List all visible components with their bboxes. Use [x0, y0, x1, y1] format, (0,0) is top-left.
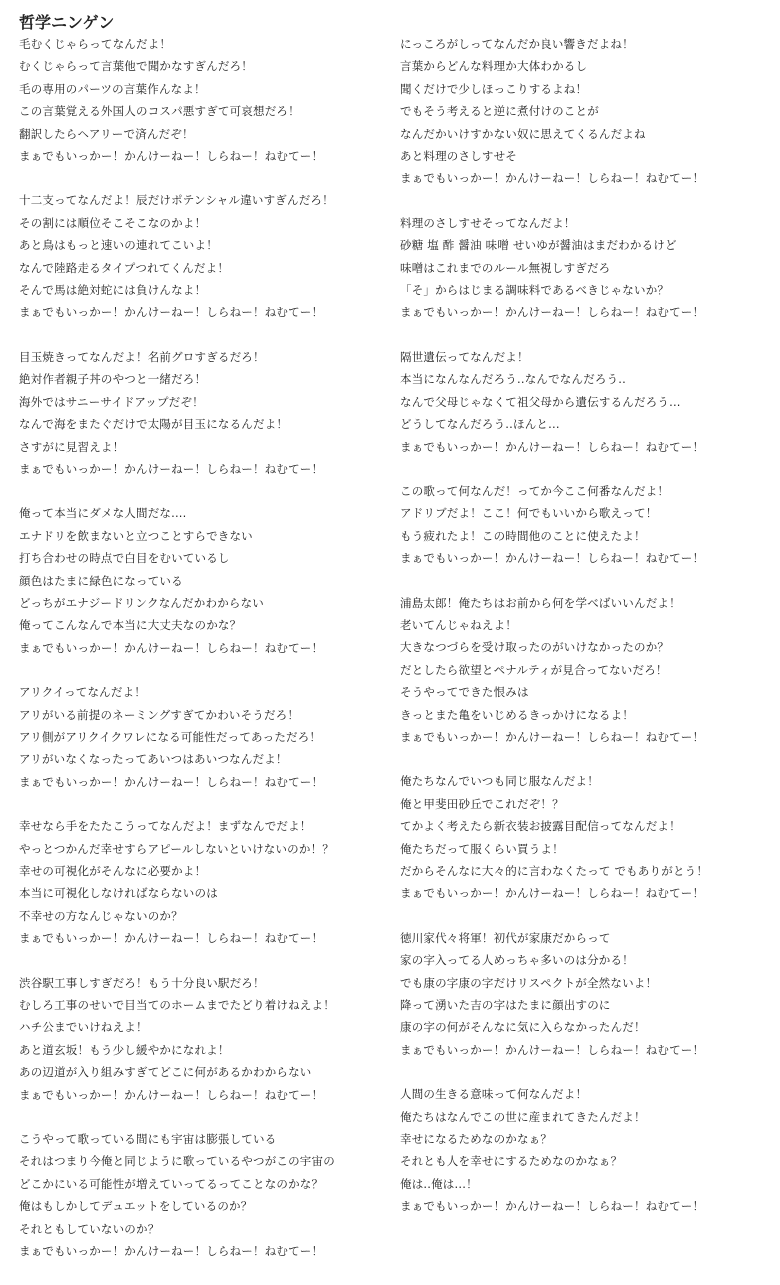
lyrics-line: アリクイってなんだよ！	[19, 685, 146, 700]
lyrics-line: まぁでもいっかー！かんけーねー！しらねー！ねむてー！	[400, 439, 705, 454]
lyrics-stanza	[400, 592, 772, 749]
right-lyrics-column	[400, 33, 772, 1240]
lyrics-line: 隔世遺伝ってなんだよ！	[400, 349, 529, 364]
lyrics-line: あと道玄坂！もう少し緩やかになれよ！	[19, 1042, 230, 1057]
lyrics-line: 康の字の何がそんなに気に入らなかったんだ！	[400, 1020, 646, 1035]
lyrics-line: 毛むくじゃらってなんだよ！	[19, 37, 172, 51]
lyrics-line: なんで父母じゃなくて祖父母から遺伝するんだろう...	[400, 394, 681, 409]
lyrics-line: まぁでもいっかー！かんけーねー！しらねー！ねむてー！	[400, 171, 705, 186]
lyrics-line: 打ち合わせの時点で白目をむいているし	[19, 551, 230, 566]
lyrics-line: もう疲れたよ！この時間他のことに使えたよ！	[400, 528, 646, 543]
lyrics-line: 味噌はこれまでのルール無視しすぎだろ	[400, 260, 611, 275]
lyrics-stanza	[19, 33, 379, 167]
lyrics-line: まぁでもいっかー！かんけーねー！しらねー！ねむてー！	[400, 886, 705, 901]
lyrics-line: 本当になんなんだろう..なんでなんだろう..	[400, 372, 627, 387]
lyrics-stanza	[400, 212, 772, 324]
lyrics-line: 幸せの可視化がそんなに必要かよ！	[19, 864, 207, 878]
lyrics-stanza	[19, 681, 379, 793]
lyrics-line: 俺たちなんでいつも同じ服なんだよ！	[400, 774, 599, 789]
lyrics-line: あと料理のさしすせそ	[400, 149, 517, 164]
left-lyrics-column	[19, 33, 379, 1285]
lyrics-line: 渋谷駅工事しすぎだろ！もう十分良い駅だろ！	[19, 975, 265, 990]
lyrics-line: まぁでもいっかー！かんけーねー！しらねー！ねむてー！	[19, 640, 324, 655]
lyrics-stanza	[400, 480, 772, 570]
lyrics-line: どっちがエナジードリンクなんだかわからない	[19, 595, 265, 610]
lyrics-line: まぁでもいっかー！かんけーねー！しらねー！ねむてー！	[19, 774, 324, 789]
lyrics-line: それともしていないのか？	[19, 1221, 160, 1236]
lyrics-line: ハチ公までいけねえよ！	[19, 1020, 148, 1035]
lyrics-line: だからそんなに大々的に言わなくたって でもありがとう！	[400, 864, 709, 878]
lyrics-line: まぁでもいっかー！かんけーねー！しらねー！ねむてー！	[19, 305, 324, 320]
lyrics-line: こうやって歌っている間にも宇宙は膨張している	[19, 1132, 277, 1147]
lyrics-line: まぁでもいっかー！かんけーねー！しらねー！ねむてー！	[400, 1199, 705, 1214]
lyrics-line: まぁでもいっかー！かんけーねー！しらねー！ねむてー！	[19, 1244, 324, 1259]
lyrics-line: 聞くだけで少しほっこりするよね！	[400, 81, 588, 96]
lyrics-line: まぁでもいっかー！かんけーねー！しらねー！ねむてー！	[400, 1042, 705, 1057]
lyrics-line: 俺たちはなんでこの世に産まれてきたんだよ！	[400, 1109, 646, 1124]
lyrics-line: 人間の生きる意味って何なんだよ！	[400, 1087, 588, 1102]
lyrics-line: 絶対作者親子丼のやつと一緒だろ！	[19, 372, 207, 387]
lyrics-line: 毛の専用のパーツの言葉作んなよ！	[19, 81, 206, 96]
lyrics-line: やっとつかんだ幸せすらアピールしないといけないのか！？	[19, 841, 334, 856]
lyrics-line: 不幸せの方なんじゃないのか？	[19, 908, 183, 923]
lyrics-line: でもそう考えると逆に煮付けのことが	[400, 104, 599, 119]
lyrics-line: まぁでもいっかー！かんけーねー！しらねー！ねむてー！	[400, 305, 705, 320]
lyrics-line: 徳川家代々将軍！初代が家康だからって	[400, 930, 611, 945]
lyrics-line: 幸せになるためなのかなぁ？	[400, 1132, 553, 1147]
lyrics-stanza	[19, 815, 379, 949]
lyrics-line: 大きなつづらを受け取ったのがいけなかったのか？	[400, 640, 670, 655]
lyrics-line: あと鳥はもっと速いの連れてこいよ！	[19, 238, 218, 253]
lyrics-line: そんで馬は絶対蛇には負けんなよ！	[19, 283, 207, 298]
lyrics-line: 俺たちだって服くらい買うよ！	[400, 841, 564, 856]
lyrics-line: なんだかいけすかない奴に思えてくるんだよね	[400, 126, 646, 141]
lyrics-line: 料理のさしすせそってなんだよ！	[400, 215, 576, 230]
lyrics-line: アドリブだよ！ここ！何でもいいから歌えって！	[400, 506, 658, 521]
lyrics-line: それはつまり今俺と同じように歌っているやつがこの宇宙の	[19, 1154, 335, 1169]
lyrics-line: あの辺道が入り組みすぎてどこに何があるかわからない	[19, 1065, 312, 1080]
lyrics-line: まぁでもいっかー！かんけーねー！しらねー！ねむてー！	[400, 729, 705, 744]
lyrics-line: アリがいなくなったってあいつはあいつなんだよ！	[19, 752, 288, 767]
lyrics-line: 俺と甲斐田砂丘でこれだぞ！？	[400, 796, 564, 811]
lyrics-line: まぁでもいっかー！かんけーねー！しらねー！ねむてー！	[19, 931, 324, 946]
lyrics-line: まぁでもいっかー！かんけーねー！しらねー！ねむてー！	[19, 461, 324, 476]
lyrics-line: 降って湧いた吉の字はたまに顔出すのに	[400, 998, 611, 1013]
lyrics-line: 海外ではサニーサイドアップだぞ！	[19, 394, 204, 409]
lyrics-line: てかよく考えたら新衣装お披露目配信ってなんだよ！	[400, 819, 681, 834]
lyrics-title: 哲学ニンゲン	[19, 13, 115, 32]
lyrics-line: なんで陸路走るタイプつれてくんだよ！	[19, 260, 230, 275]
lyrics-stanza	[400, 1083, 772, 1217]
lyrics-line: この言葉覚える外国人のコスパ悪すぎて可哀想だろ！	[19, 104, 300, 119]
lyrics-line: 十二支ってなんだよ！辰だけポテンシャル違いすぎんだろ！	[19, 193, 334, 208]
lyrics-line: むくじゃらって言葉他で聞かなすぎんだろ！	[19, 59, 253, 74]
lyrics-line: でも康の字康の字だけリスペクトが全然ないよ！	[400, 975, 658, 990]
lyrics-line: 俺ってこんなんで本当に大丈夫なのかな？	[19, 618, 242, 633]
lyrics-line: まぁでもいっかー！かんけーねー！しらねー！ねむてー！	[400, 551, 705, 566]
lyrics-stanza	[19, 189, 379, 323]
lyrics-line: 俺は..俺は...！	[400, 1176, 478, 1191]
lyrics-line: それとも人を幸せにするためなのかなぁ？	[400, 1154, 623, 1169]
lyrics-stanza	[19, 1128, 379, 1262]
lyrics-line: 砂糖 塩 酢 醤油 味噌 せいゆが醤油はまだわかるけど	[400, 238, 677, 253]
lyrics-stanza	[19, 972, 379, 1106]
lyrics-line: 本当に可視化しなければならないのは	[19, 886, 218, 901]
lyrics-line: だとしたら欲望とペナルティが見合ってないだろ！	[400, 662, 668, 677]
lyrics-line: 幸せなら手をたたこうってなんだよ！まずなんでだよ！	[19, 819, 312, 834]
lyrics-line: そうやってできた恨みは	[400, 685, 529, 700]
lyrics-line: にっころがしってなんだか良い響きだよね！	[400, 37, 634, 51]
lyrics-line: まぁでもいっかー！かんけーねー！しらねー！ねむてー！	[19, 1087, 324, 1102]
lyrics-line: 翻訳したらヘアリーで済んだぞ！	[19, 126, 194, 141]
lyrics-line: さすがに見習えよ！	[19, 439, 125, 454]
lyrics-stanza	[19, 346, 379, 480]
lyrics-line: どうしてなんだろう..ほんと...	[400, 417, 560, 432]
lyrics-line: 言葉からどんな料理か大体わかるし	[400, 59, 588, 74]
lyrics-line: なんで海をまたぐだけで太陽が目玉になるんだよ！	[19, 417, 289, 432]
lyrics-line: アリがいる前提のネーミングすぎてかわいそうだろ！	[19, 707, 300, 722]
lyrics-line: 老いてんじゃねえよ！	[400, 617, 517, 632]
lyrics-line: まぁでもいっかー！かんけーねー！しらねー！ねむてー！	[19, 149, 324, 164]
lyrics-stanza	[400, 770, 772, 904]
lyrics-line: 俺って本当にダメな人間だな....	[19, 506, 187, 521]
lyrics-line: 俺はもしかしてデュエットをしているのか？	[19, 1199, 253, 1214]
lyrics-stanza	[400, 927, 772, 1061]
lyrics-line: 目玉焼きってなんだよ！名前グロすぎるだろ！	[19, 349, 265, 364]
lyrics-stanza	[400, 33, 772, 190]
lyrics-stanza	[19, 502, 379, 659]
lyrics-line: 顔色はたまに緑色になっている	[19, 573, 183, 588]
lyrics-line: その割には順位そこそこなのかよ！	[19, 215, 207, 230]
lyrics-line: 浦島太郎！俺たちはお前から何を学べばいいんだよ！	[400, 595, 681, 610]
lyrics-line: むしろ工事のせいで目当てのホームまでたどり着けねえよ！	[19, 998, 335, 1013]
lyrics-line: アリ側がアリクイクワレになる可能性だってあっただろ！	[19, 729, 322, 744]
lyrics-stanza	[400, 346, 772, 458]
lyrics-line: 家の字入ってる人めっちゃ多いのは分かる！	[400, 953, 634, 968]
lyrics-line: エナドリを飲まないと立つことすらできない	[19, 528, 253, 543]
lyrics-line: 「そ」からはじまる調味料であるべきじゃないか？	[400, 283, 670, 298]
lyrics-line: きっとまた亀をいじめるきっかけになるよ！	[400, 707, 634, 722]
lyrics-line: どこかにいる可能性が増えていってるってことなのかな？	[19, 1176, 324, 1191]
lyrics-line: この歌って何なんだ！ってか今ここ何番なんだよ！	[400, 483, 670, 498]
